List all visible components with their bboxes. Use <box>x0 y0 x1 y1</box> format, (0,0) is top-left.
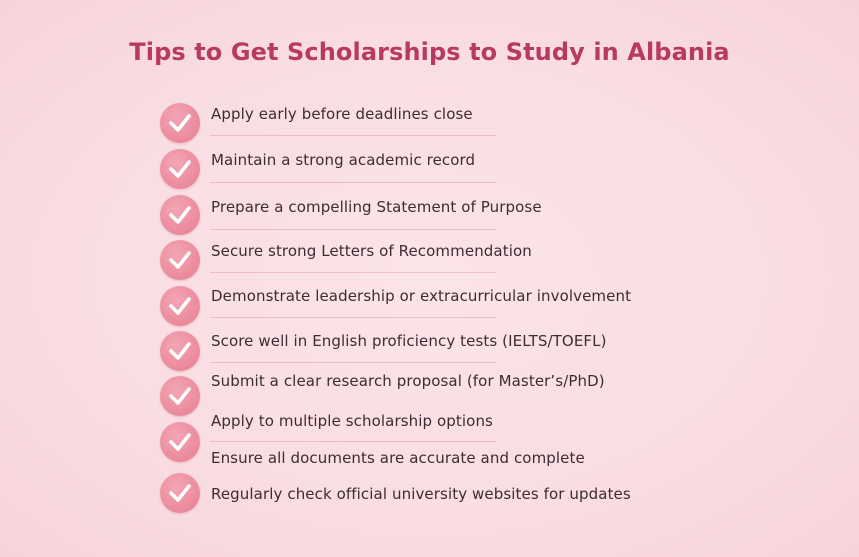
list-item <box>160 372 680 415</box>
tip-label: Maintain a strong academic record <box>211 151 476 169</box>
divider <box>210 182 496 183</box>
list-item <box>160 285 680 325</box>
divider <box>210 135 496 136</box>
list-item <box>160 102 680 142</box>
tip-label: Apply early before deadlines close <box>211 105 473 123</box>
tip-label: Apply to multiple scholarship options <box>211 412 493 430</box>
list-item <box>160 239 680 279</box>
list-item <box>160 412 680 467</box>
divider <box>210 441 496 442</box>
list-item <box>160 472 680 512</box>
tip-label: Ensure all documents are accurate and complete <box>211 449 585 467</box>
list-item <box>160 330 680 370</box>
tip-label: Submit a clear research proposal (for Master’s/PhD) <box>211 372 605 390</box>
check-icon <box>160 473 200 513</box>
check-icon <box>160 331 200 371</box>
list-item <box>160 148 680 188</box>
tip-label: Regularly check official university websites for updates <box>211 485 631 503</box>
tip-label: Prepare a compelling Statement of Purpose <box>211 198 542 216</box>
tip-label: Score well in English proficiency tests (IELTS/TOEFL) <box>211 332 607 350</box>
divider <box>210 229 496 230</box>
check-icon <box>160 103 200 143</box>
divider <box>210 272 496 273</box>
page-title: Tips to Get Scholarships to Study in Albania <box>129 38 730 66</box>
check-icon <box>160 286 200 326</box>
divider <box>210 317 496 318</box>
check-icon <box>160 376 200 416</box>
check-icon <box>160 195 200 235</box>
check-icon <box>160 240 200 280</box>
check-icon <box>160 149 200 189</box>
list-item <box>160 194 680 234</box>
tip-label: Demonstrate leadership or extracurricular involvement <box>211 287 632 305</box>
divider <box>210 362 496 363</box>
check-icon <box>160 422 200 462</box>
tip-label: Secure strong Letters of Recommendation <box>211 242 532 260</box>
